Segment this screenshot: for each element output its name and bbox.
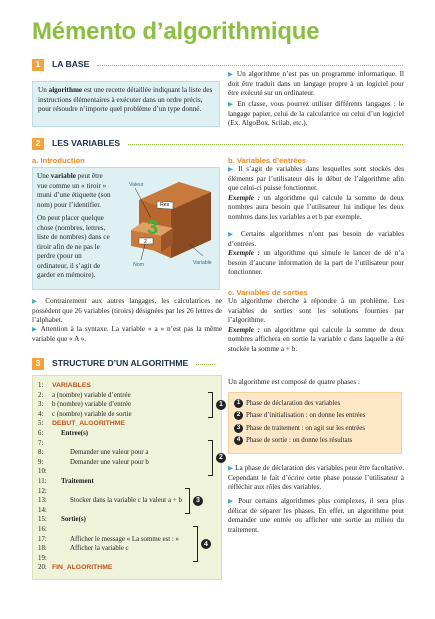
algorithm-instruction: Sortie(s) xyxy=(61,516,86,524)
page-title: Mémento d’algorithmique xyxy=(32,18,320,45)
phase-number-icon: 4 xyxy=(234,436,243,445)
example-label: Exemple : xyxy=(228,193,261,202)
algorithm-keyword: DEBUT_ALGORITHME xyxy=(52,420,125,428)
algorithm-instruction: Entree(s) xyxy=(61,430,89,437)
phase-number-icon: 2 xyxy=(234,411,243,420)
phase-number-icon: 4 xyxy=(201,539,211,549)
algorithm-line xyxy=(38,496,182,505)
algorithm-line xyxy=(38,410,132,419)
phase-bracket xyxy=(185,488,190,515)
sortie-paragraph xyxy=(228,297,404,354)
algorithm-instruction: Traitement xyxy=(61,478,94,485)
algorithm-instruction: Afficher le message « La somme est : » xyxy=(70,535,179,543)
note-text: Un algorithme n’est pas un programme informatique. Il doit être traduit dans un langage propre à un logiciel pour être exécuté sur un ordinateur. xyxy=(228,70,405,98)
line-number: 10: xyxy=(38,468,47,476)
line-number: 8: xyxy=(38,449,44,457)
phase-number-icon: 3 xyxy=(193,496,203,506)
line-number: 9: xyxy=(38,458,44,466)
example-label: Exemple : xyxy=(228,325,261,334)
algorithm-line xyxy=(38,544,129,553)
algorithm-instruction: a (nombre) variable d’entrée xyxy=(52,391,131,399)
phase-number-icon: 1 xyxy=(234,399,243,408)
triangle-icon: ▶ xyxy=(32,326,39,333)
phase-text: Phase de traitement : on agit sur les entrées xyxy=(246,424,366,432)
note-text: Pour certains algorithmes plus complexes, il sera plus délicat de séparer les phases. En effet, un algorithme peut demander une entrée ou afficher une sortie au milieu du traitement. xyxy=(228,497,405,534)
subtitle-variables-entrees: b. Variables d’entrées xyxy=(228,156,307,165)
example-text: un algorithme qui calcule la somme de deux nombres affichera en sortie la variable c dans laquelle a été stockée la somme a + b. xyxy=(228,325,405,353)
label-nom: Nom xyxy=(133,262,144,268)
phase-number-icon: 2 xyxy=(216,453,226,463)
algorithm-line xyxy=(38,467,52,476)
line-number: 3: xyxy=(38,401,44,409)
algorithm-line xyxy=(38,400,131,409)
entree-paragraph xyxy=(228,165,404,222)
line-number: 20: xyxy=(38,564,47,572)
algorithm-instruction: Afficher la variable c xyxy=(70,545,129,553)
algorithm-line xyxy=(38,381,91,391)
variable-text: Une xyxy=(37,172,51,180)
algorithm-instruction: c (nombre) variable de sortie xyxy=(52,410,132,418)
line-number: 1: xyxy=(38,382,44,389)
variables-note-2 xyxy=(32,325,222,344)
subtitle-variables-sorties: c. Variables de sorties xyxy=(228,288,308,297)
section-header-variables xyxy=(32,137,403,151)
line-number: 19: xyxy=(38,554,47,562)
algorithm-listing xyxy=(32,375,222,580)
line-number: 13: xyxy=(38,497,47,505)
phase-item xyxy=(234,410,396,423)
phase-text: Phase d’initialisation : on donne les entrées xyxy=(246,412,366,420)
section-rule xyxy=(128,144,403,145)
phase-item xyxy=(234,435,396,448)
phase-bracket xyxy=(193,526,198,562)
algorithm-keyword: VARIABLES xyxy=(52,382,91,389)
line-number: 17: xyxy=(38,535,47,543)
drawer-illustration xyxy=(113,174,217,270)
variable-term: variable xyxy=(50,172,76,180)
phase-number-icon: 1 xyxy=(216,400,226,410)
structure-note-2 xyxy=(228,497,404,535)
triangle-icon: ▶ xyxy=(228,465,234,472)
algorithm-line xyxy=(38,477,94,486)
triangle-icon: ▶ xyxy=(32,298,41,305)
phase-item xyxy=(234,397,396,410)
drawer-value: 3 xyxy=(147,217,159,239)
algorithm-line xyxy=(38,458,149,467)
line-number: 14: xyxy=(38,506,47,514)
entree-paragraph-2 xyxy=(228,230,404,278)
phases-box xyxy=(228,392,402,454)
structure-note-1 xyxy=(228,464,404,493)
definition-term: algorithme xyxy=(48,86,83,94)
variable-text-2: On peut placer quelque chose (nombres, lettres, liste de nombres) dans ce tiroir afin de ne pas le perdre (pour un ordinateur, il s’agit de garder en mémoire). xyxy=(37,214,110,279)
variable-text-1 xyxy=(37,172,111,210)
definition-text: est une recette détaillée indiquant la liste des instructions élémentaires à exécuter dans un ordre précis, pour résoudre n’importe quel problème d’un type donné. xyxy=(38,86,213,113)
base-note-1 xyxy=(228,70,404,99)
line-number: 12: xyxy=(38,487,47,495)
line-number: 6: xyxy=(38,430,44,437)
section-rule xyxy=(97,65,403,66)
variable-definition-box xyxy=(32,167,220,290)
triangle-icon: ▶ xyxy=(228,498,235,505)
line-number: 18: xyxy=(38,545,47,553)
algorithm-line xyxy=(38,391,131,400)
subtitle-introduction: a. Introduction xyxy=(32,156,85,165)
phase-number-icon: 3 xyxy=(234,424,243,433)
note-text: Attention à la syntaxe. La variable « a » n’est pas la même variable que « A ». xyxy=(32,325,223,343)
algorithm-line xyxy=(38,429,88,438)
phase-text: Phase de déclaration des variables xyxy=(246,399,341,407)
phase-bracket xyxy=(208,440,213,476)
entree-text: Certains algorithmes n’ont pas besoin de variables d’entrées. xyxy=(228,230,405,248)
note-text: Contrairement aux autres langages, les calculatrices ne possèdent que 26 variables (tiroirs) désignées par les 26 lettres de l’alphabet. xyxy=(32,297,222,325)
section-label: LA BASE xyxy=(52,59,90,70)
definition-box-algorithme xyxy=(32,81,220,127)
label-valeur: Valeur xyxy=(129,182,144,188)
algorithm-line xyxy=(38,487,52,496)
section-header-structure xyxy=(32,357,215,371)
variable-text: peut être vue comme un « tiroir » muni d’une étiquette (son nom) pour l’identifier. xyxy=(37,172,111,209)
example-text: un algorithme qui simule le lancer de dé n’a besoin d’aucune information de la part de l’utilisateur pour fonctionner. xyxy=(228,249,405,277)
phase-bracket xyxy=(208,392,213,419)
algorithm-line xyxy=(38,535,179,544)
section-number: 2 xyxy=(32,138,44,150)
phase-text: Phase de sortie : on donne les résultats xyxy=(246,437,353,445)
drawer-label-res: Res xyxy=(160,202,170,208)
sortie-text: Un algorithme cherche à répondre à un problème. Les variables de sorties sont les solutions fournies par l’algorithme. xyxy=(228,297,404,324)
section-number: 1 xyxy=(32,59,44,71)
section-label: STRUCTURE D’UN ALGORITHME xyxy=(52,358,189,369)
example-text: un algorithme qui calcule la somme de deux nombres aura besoin que l’utilisateur lui indique les deux nombres dans les variables a et b par exemple. xyxy=(228,193,405,221)
section-label: LES VARIABLES xyxy=(52,138,121,149)
algorithm-line xyxy=(38,515,86,524)
line-number: 5: xyxy=(38,420,44,428)
algorithm-line xyxy=(38,563,112,573)
label-variable: Variable xyxy=(193,260,212,266)
line-number: 11: xyxy=(38,478,47,485)
algorithm-instruction: b (nombre) variable d’entrée xyxy=(52,401,132,409)
algorithm-line xyxy=(38,439,52,448)
algorithm-line xyxy=(38,525,52,534)
entree-text: Il s’agit de variables dans lesquelles sont stockés des éléments par l’utilisateur dès le début de l’algorithme afin que celui-ci puisse fonctionner. xyxy=(228,165,404,193)
note-text: La phase de déclaration des variables peut être facultative. Cependant le fait d’écrire cette phase pousse l’utilisateur à réfléchir aux rôles des variables. xyxy=(228,464,405,492)
line-number: 16: xyxy=(38,526,47,533)
line-number: 7: xyxy=(38,439,44,447)
line-number: 2: xyxy=(38,391,44,399)
drawer-label-small: 2 xyxy=(144,239,147,245)
algorithm-instruction: Demander une valeur pour a xyxy=(70,449,149,457)
line-number: 4: xyxy=(38,410,44,418)
algorithm-line xyxy=(38,554,52,563)
section-number: 3 xyxy=(32,358,44,370)
line-number: 15: xyxy=(38,516,47,524)
base-note-2 xyxy=(228,100,404,129)
algorithm-instruction: Stocker dans la variable c la valeur a + b xyxy=(70,497,182,505)
triangle-icon: ▶ xyxy=(228,71,235,78)
algorithm-line xyxy=(38,419,125,429)
algorithm-line xyxy=(38,448,148,457)
triangle-icon: ▶ xyxy=(228,101,235,108)
definition-text: Un xyxy=(38,86,49,94)
note-text: En classe, vous pourrez utiliser différents langages : le langage papier, celui de la calculatrice ou celui d’un logiciel (Ex. AlgoBox, Scilab, etc.). xyxy=(228,100,404,128)
structure-intro: Un algorithme est composé de quatre phases : xyxy=(228,378,360,386)
triangle-icon: ▶ xyxy=(228,166,235,173)
algorithm-keyword: FIN_ALGORITHME xyxy=(52,564,113,572)
example-label: Exemple : xyxy=(228,249,260,258)
triangle-icon: ▶ xyxy=(228,231,237,238)
algorithm-instruction: Demander une valeur pour b xyxy=(70,458,149,466)
variables-note-1 xyxy=(32,297,222,326)
section-rule xyxy=(196,364,215,365)
algorithm-line xyxy=(38,506,52,515)
phase-item xyxy=(234,422,396,435)
